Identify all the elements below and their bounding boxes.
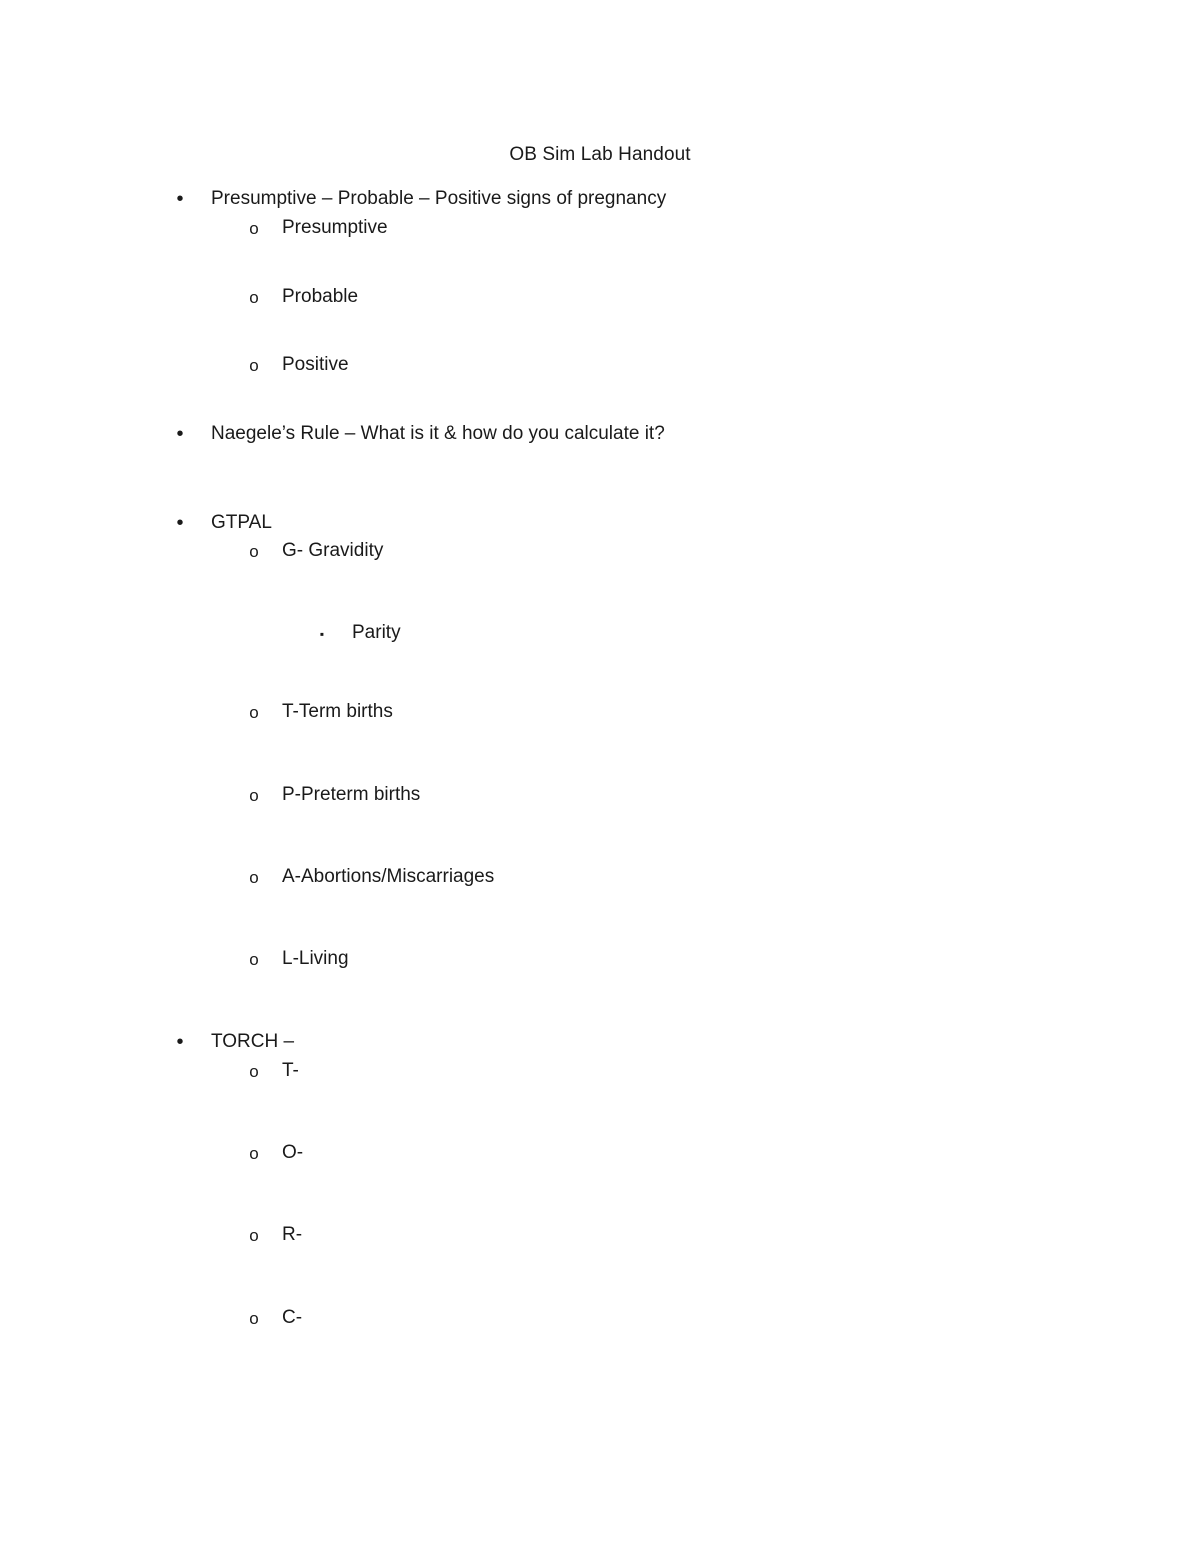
circle-marker: o <box>249 542 259 561</box>
sub-sub-item-text: Parity <box>352 622 401 643</box>
list-item-text: GTPAL <box>211 512 272 533</box>
sub-item-text: C- <box>282 1307 303 1328</box>
sub-item-text: L-Living <box>282 948 349 969</box>
circle-marker: o <box>249 1062 259 1081</box>
bullet-marker: • <box>176 512 184 534</box>
circle-marker: o <box>249 1226 259 1245</box>
sub-item-text: P-Preterm births <box>282 784 421 805</box>
sub-item-text: Positive <box>282 354 349 375</box>
circle-marker: o <box>249 786 259 805</box>
circle-marker: o <box>249 703 259 722</box>
bullet-marker: • <box>176 423 184 445</box>
circle-marker: o <box>249 288 259 307</box>
circle-marker: o <box>249 1309 259 1328</box>
circle-marker: o <box>249 219 259 238</box>
sub-item-text: Presumptive <box>282 217 388 238</box>
sub-item-text: A-Abortions/Miscarriages <box>282 866 495 887</box>
circle-marker: o <box>249 950 259 969</box>
sub-item-text: O- <box>282 1142 304 1163</box>
sub-item-text: Probable <box>282 286 359 307</box>
list-item-text: Naegele’s Rule – What is it & how do you calculate it? <box>211 423 665 444</box>
bullet-marker: • <box>176 1031 184 1053</box>
list-item-text: Presumptive – Probable – Positive signs of pregnancy <box>211 188 667 209</box>
bullet-marker: • <box>176 188 184 210</box>
circle-marker: o <box>249 356 259 375</box>
sub-item-text: G- Gravidity <box>282 540 384 561</box>
sub-item-text: T- <box>282 1060 299 1081</box>
sub-item-text: R- <box>282 1224 303 1245</box>
circle-marker: o <box>249 1144 259 1163</box>
circle-marker: o <box>249 868 259 887</box>
square-marker: ▪ <box>319 627 325 641</box>
document-title: OB Sim Lab Handout <box>509 144 691 165</box>
list-item-text: TORCH – <box>211 1031 295 1052</box>
sub-item-text: T-Term births <box>282 701 393 722</box>
